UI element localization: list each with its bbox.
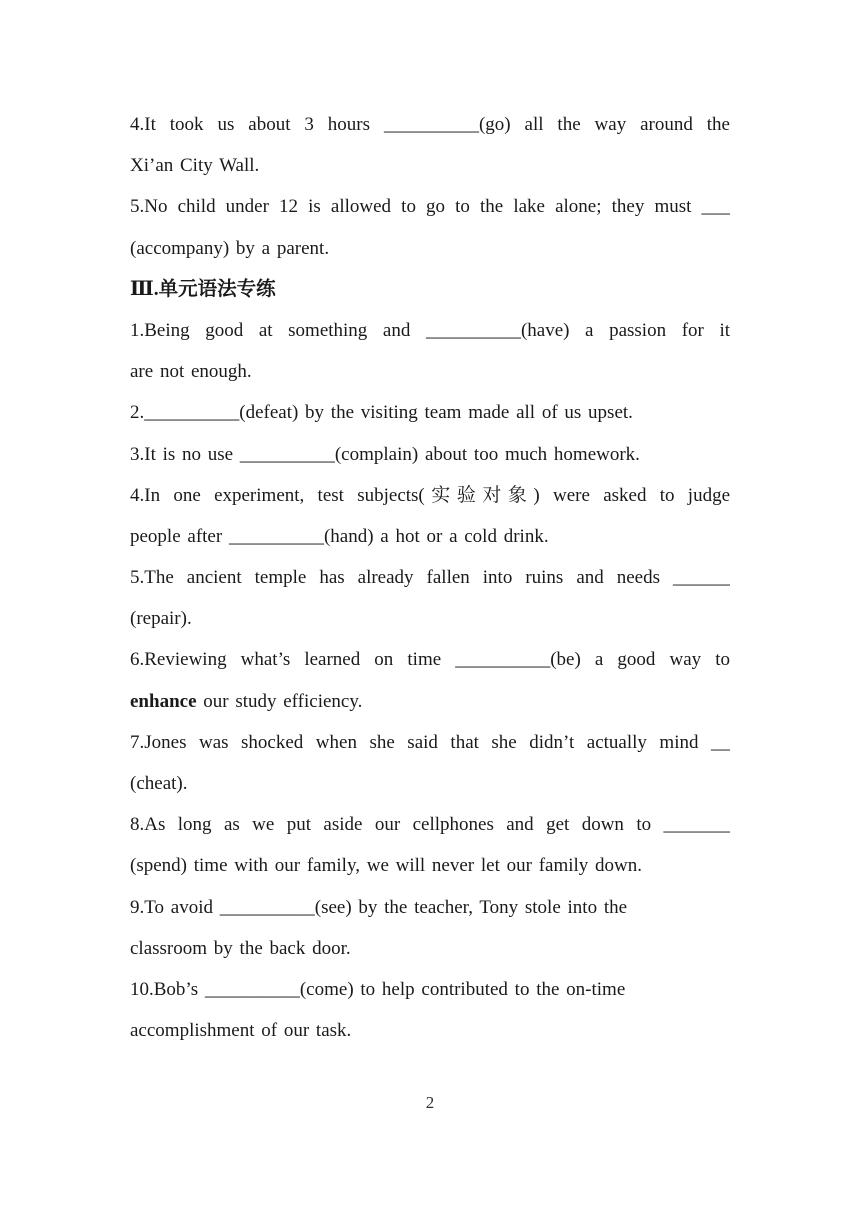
section-heading: Ⅲ.单元语法专练 [130, 278, 276, 300]
question-line: 4.It took us about 3 hours __________(go) all the way around the [130, 114, 730, 135]
question-line: 10.Bob’s __________(come) to help contributed to the on-time [130, 978, 626, 1000]
question-line: (accompany) by a parent. [130, 237, 330, 259]
question-line: (cheat). [130, 773, 188, 794]
question-line: accomplishment of our task. [130, 1020, 352, 1042]
question-line: 7.Jones was shocked when she said that she didn’t actually mind __ [130, 731, 730, 753]
question-line: classroom by the back door. [130, 937, 351, 959]
question-line: 5.No child under 12 is allowed to go to the lake alone; they must ___ [130, 196, 730, 218]
question-line: 8.As long as we put aside our cellphones and get down to _______ [130, 814, 730, 836]
question-line: (repair). [130, 608, 192, 630]
worksheet-body [130, 104, 730, 1051]
question-line: (spend) time with our family, we will never let our family down. [130, 855, 643, 877]
question-line: are not enough. [130, 361, 252, 383]
question-line: 3.It is no use __________(complain) about too much homework. [130, 443, 640, 465]
question-line: people after __________(hand) a hot or a cold drink. [130, 525, 549, 547]
page-number: 2 [425, 1093, 435, 1112]
question-line: Xi’an City Wall. [130, 155, 260, 177]
question-line: 4.In one experiment, test subjects(实验对象) were asked to judge [130, 484, 730, 506]
question-line: 9.To avoid __________(see) by the teacher, Tony stole into the [130, 896, 628, 918]
bold-word: enhance [130, 690, 197, 712]
question-line: 6.Reviewing what’s learned on time __________(be) a good way to [130, 649, 730, 671]
line-rest: our study efficiency. [196, 690, 363, 712]
question-line: 1.Being good at something and __________(have) a passion for it [130, 319, 730, 341]
question-line: 5.The ancient temple has already fallen into ruins and needs ______ [130, 567, 730, 589]
question-line [130, 681, 730, 722]
question-line: 2.__________(defeat) by the visiting team made all of us upset. [130, 402, 633, 424]
